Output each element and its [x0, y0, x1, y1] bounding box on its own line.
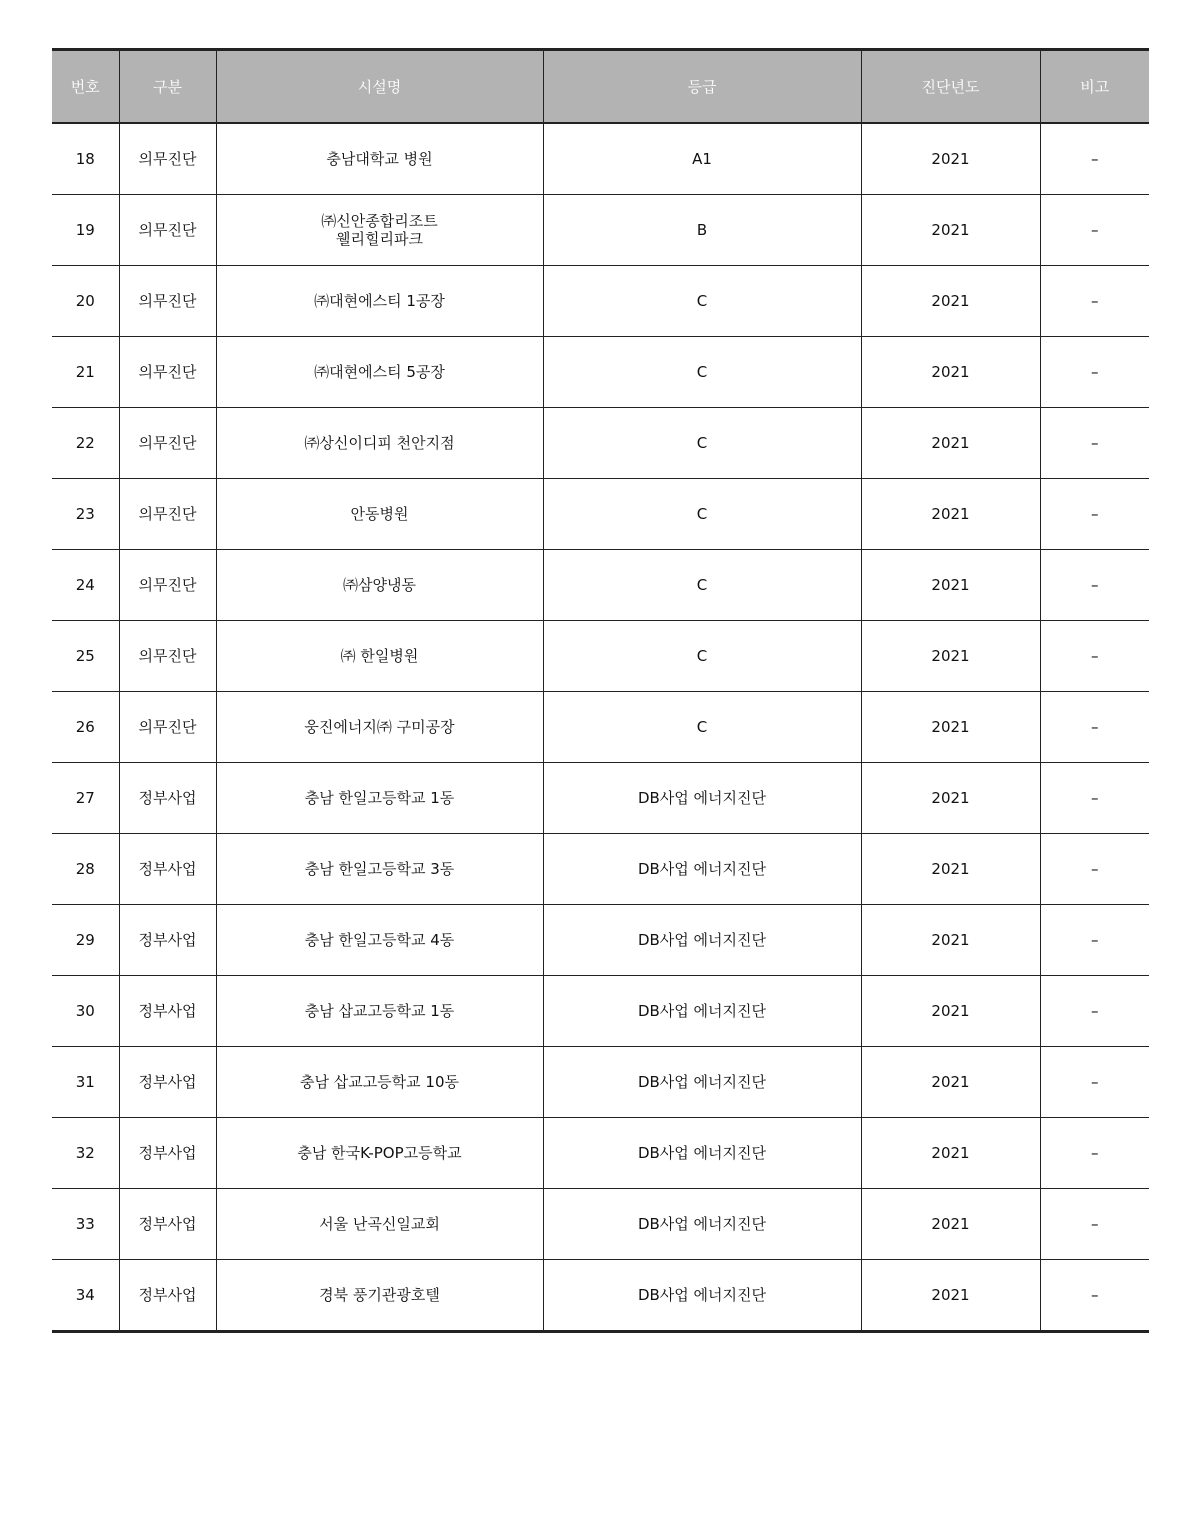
cell-grade: C [543, 266, 861, 337]
cell-category: 의무진단 [119, 123, 216, 195]
cell-number: 26 [52, 692, 119, 763]
cell-number: 25 [52, 621, 119, 692]
table-body [52, 123, 1149, 1332]
cell-category: 정부사업 [119, 1189, 216, 1260]
cell-number: 19 [52, 195, 119, 266]
facility-name-line: 안동병원 [350, 505, 409, 523]
cell-diagnosis-year: 2021 [861, 1260, 1040, 1332]
cell-grade: A1 [543, 123, 861, 195]
cell-grade: DB사업 에너지진단 [543, 1189, 861, 1260]
cell-grade: C [543, 550, 861, 621]
cell-category: 정부사업 [119, 1260, 216, 1332]
cell-number: 23 [52, 479, 119, 550]
table-row [52, 123, 1149, 195]
cell-facility-name [216, 479, 543, 550]
cell-category: 의무진단 [119, 337, 216, 408]
cell-grade: DB사업 에너지진단 [543, 763, 861, 834]
facility-name-line: ㈜신안종합리조트 [321, 212, 438, 230]
cell-grade: C [543, 337, 861, 408]
cell-facility-name [216, 337, 543, 408]
table-row [52, 834, 1149, 905]
facility-name-line: 충남 한일고등학교 3동 [304, 860, 455, 878]
cell-number: 30 [52, 976, 119, 1047]
header-grade: 등급 [543, 50, 861, 124]
cell-grade: C [543, 621, 861, 692]
cell-grade: B [543, 195, 861, 266]
cell-grade: DB사업 에너지진단 [543, 1260, 861, 1332]
table-row [52, 408, 1149, 479]
cell-number: 31 [52, 1047, 119, 1118]
cell-diagnosis-year: 2021 [861, 408, 1040, 479]
cell-grade: C [543, 692, 861, 763]
cell-number: 33 [52, 1189, 119, 1260]
table-row [52, 763, 1149, 834]
cell-diagnosis-year: 2021 [861, 123, 1040, 195]
header-diagnosis-year: 진단년도 [861, 50, 1040, 124]
table-row [52, 550, 1149, 621]
cell-facility-name [216, 266, 543, 337]
table-header [52, 50, 1149, 124]
cell-remarks: – [1040, 195, 1149, 266]
table-row [52, 1118, 1149, 1189]
cell-remarks: – [1040, 621, 1149, 692]
cell-category: 의무진단 [119, 408, 216, 479]
cell-grade: DB사업 에너지진단 [543, 1118, 861, 1189]
cell-remarks: – [1040, 1189, 1149, 1260]
cell-facility-name [216, 692, 543, 763]
cell-facility-name [216, 763, 543, 834]
cell-number: 20 [52, 266, 119, 337]
table-row [52, 1260, 1149, 1332]
cell-facility-name [216, 1189, 543, 1260]
cell-facility-name [216, 621, 543, 692]
cell-diagnosis-year: 2021 [861, 1189, 1040, 1260]
cell-grade: C [543, 479, 861, 550]
table-row [52, 621, 1149, 692]
facility-name-line: 충남 삽교고등학교 1동 [304, 1002, 455, 1020]
table-row [52, 1189, 1149, 1260]
cell-facility-name [216, 905, 543, 976]
table-row [52, 976, 1149, 1047]
facility-diagnosis-table [52, 48, 1149, 1333]
cell-remarks: – [1040, 337, 1149, 408]
cell-number: 27 [52, 763, 119, 834]
cell-remarks: – [1040, 1047, 1149, 1118]
table-row [52, 692, 1149, 763]
cell-facility-name [216, 195, 543, 266]
cell-grade: DB사업 에너지진단 [543, 1047, 861, 1118]
facility-name-line: 웰리힐리파크 [336, 230, 423, 248]
cell-remarks: – [1040, 976, 1149, 1047]
table-row [52, 905, 1149, 976]
header-number: 번호 [52, 50, 119, 124]
header-category: 구분 [119, 50, 216, 124]
cell-category: 의무진단 [119, 692, 216, 763]
cell-facility-name [216, 1047, 543, 1118]
cell-number: 29 [52, 905, 119, 976]
facility-name-line: 서울 난곡신일교회 [319, 1215, 440, 1233]
facility-name-line: 충남대학교 병원 [326, 150, 433, 168]
cell-number: 21 [52, 337, 119, 408]
cell-diagnosis-year: 2021 [861, 337, 1040, 408]
facility-name-line: 웅진에너지㈜ 구미공장 [304, 718, 455, 736]
cell-number: 24 [52, 550, 119, 621]
cell-grade: DB사업 에너지진단 [543, 834, 861, 905]
cell-category: 의무진단 [119, 550, 216, 621]
cell-number: 22 [52, 408, 119, 479]
cell-diagnosis-year: 2021 [861, 195, 1040, 266]
cell-grade: C [543, 408, 861, 479]
cell-remarks: – [1040, 692, 1149, 763]
facility-name-line: ㈜상신이디피 천안지점 [304, 434, 455, 452]
cell-diagnosis-year: 2021 [861, 266, 1040, 337]
header-facility-name: 시설명 [216, 50, 543, 124]
cell-remarks: – [1040, 408, 1149, 479]
facility-name-line: 충남 한일고등학교 4동 [304, 931, 455, 949]
table-row [52, 266, 1149, 337]
cell-category: 정부사업 [119, 1118, 216, 1189]
cell-category: 정부사업 [119, 905, 216, 976]
cell-remarks: – [1040, 1118, 1149, 1189]
cell-diagnosis-year: 2021 [861, 479, 1040, 550]
facility-name-line: ㈜삼양냉동 [343, 576, 416, 594]
cell-facility-name [216, 834, 543, 905]
cell-facility-name [216, 123, 543, 195]
cell-category: 정부사업 [119, 834, 216, 905]
cell-number: 28 [52, 834, 119, 905]
cell-diagnosis-year: 2021 [861, 1047, 1040, 1118]
table-row [52, 479, 1149, 550]
cell-remarks: – [1040, 479, 1149, 550]
cell-diagnosis-year: 2021 [861, 550, 1040, 621]
cell-grade: DB사업 에너지진단 [543, 976, 861, 1047]
cell-facility-name [216, 1118, 543, 1189]
facility-name-line: ㈜대현에스티 1공장 [314, 292, 445, 310]
cell-diagnosis-year: 2021 [861, 1118, 1040, 1189]
cell-remarks: – [1040, 123, 1149, 195]
cell-facility-name [216, 408, 543, 479]
cell-category: 정부사업 [119, 976, 216, 1047]
cell-remarks: – [1040, 834, 1149, 905]
cell-category: 정부사업 [119, 763, 216, 834]
cell-remarks: – [1040, 266, 1149, 337]
facility-name-line: ㈜대현에스티 5공장 [314, 363, 445, 381]
cell-category: 정부사업 [119, 1047, 216, 1118]
table-row [52, 1047, 1149, 1118]
cell-remarks: – [1040, 1260, 1149, 1332]
table-row [52, 337, 1149, 408]
cell-diagnosis-year: 2021 [861, 692, 1040, 763]
facility-name-line: 경북 풍기관광호텔 [319, 1286, 440, 1304]
cell-facility-name [216, 550, 543, 621]
cell-number: 32 [52, 1118, 119, 1189]
cell-remarks: – [1040, 905, 1149, 976]
facility-name-line: ㈜ 한일병원 [340, 647, 419, 665]
header-row [52, 50, 1149, 124]
cell-category: 의무진단 [119, 621, 216, 692]
cell-diagnosis-year: 2021 [861, 905, 1040, 976]
cell-number: 34 [52, 1260, 119, 1332]
header-remarks: 비고 [1040, 50, 1149, 124]
cell-category: 의무진단 [119, 195, 216, 266]
cell-diagnosis-year: 2021 [861, 763, 1040, 834]
cell-remarks: – [1040, 763, 1149, 834]
cell-category: 의무진단 [119, 266, 216, 337]
facility-name-line: 충남 삽교고등학교 10동 [299, 1073, 460, 1091]
cell-facility-name [216, 976, 543, 1047]
table-row [52, 195, 1149, 266]
cell-number: 18 [52, 123, 119, 195]
facility-name-line: 충남 한국K-POP고등학교 [297, 1144, 462, 1162]
cell-diagnosis-year: 2021 [861, 834, 1040, 905]
cell-remarks: – [1040, 550, 1149, 621]
cell-diagnosis-year: 2021 [861, 976, 1040, 1047]
cell-grade: DB사업 에너지진단 [543, 905, 861, 976]
cell-diagnosis-year: 2021 [861, 621, 1040, 692]
cell-facility-name [216, 1260, 543, 1332]
facility-name-line: 충남 한일고등학교 1동 [304, 789, 455, 807]
cell-category: 의무진단 [119, 479, 216, 550]
